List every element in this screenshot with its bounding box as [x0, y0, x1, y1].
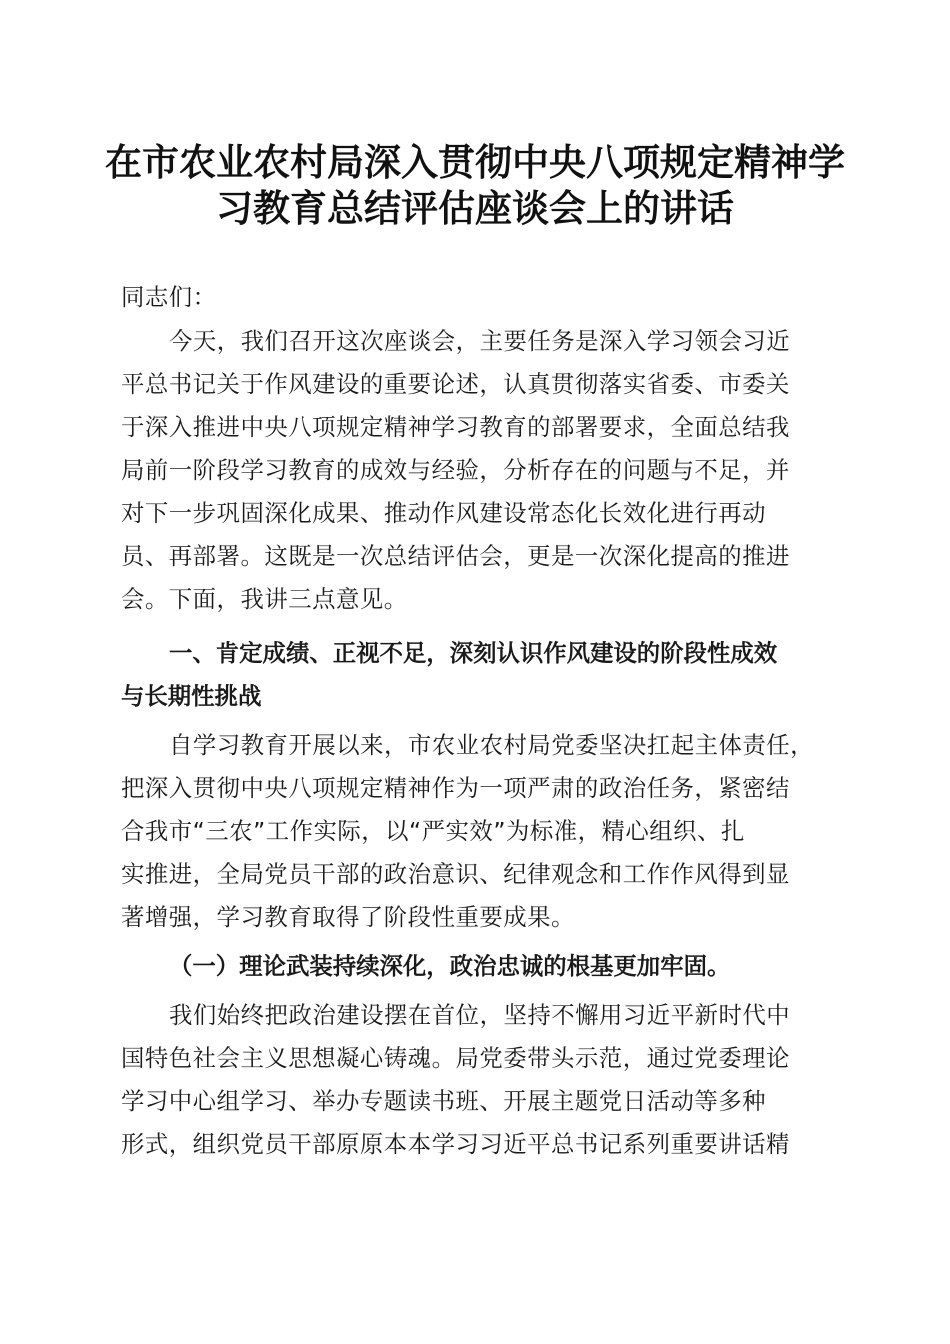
- paragraph-line: 自学习教育开展以来，市农业农村局党委坚决扛起主体责任，: [169, 731, 815, 759]
- paragraph-line: 合我市“三农”工作实际，以“严实效”为标准，精心组织、扎: [121, 817, 745, 845]
- section-heading-line: 一、肯定成绩、正视不足，深刻认识作风建设的阶段性成效: [169, 639, 778, 667]
- paragraph-line: 今天，我们召开这次座谈会，主要任务是深入学习领会习近: [169, 327, 791, 355]
- section-heading-line: 与长期性挑战: [121, 682, 262, 710]
- paragraph-line: 平总书记关于作风建设的重要论述，认真贯彻落实省委、市委关: [121, 370, 790, 398]
- paragraph-line: 形式，组织党员干部原原本本学习习近平总书记系列重要讲话精: [121, 1130, 790, 1158]
- paragraph-line: 著增强，学习教育取得了阶段性重要成果。: [121, 903, 575, 931]
- paragraph-line: 会。下面，我讲三点意见。: [121, 585, 408, 613]
- paragraph-line: 局前一阶段学习教育的成效与经验，分析存在的问题与不足，并: [121, 456, 790, 484]
- paragraph-line: 把深入贯彻中央八项规定精神作为一项严肃的政治任务，紧密结: [121, 774, 790, 802]
- paragraph-line: 员、再部署。这既是一次总结评估会，更是一次深化提高的推进: [121, 542, 790, 570]
- salutation: 同志们：: [121, 283, 217, 311]
- paragraph-line: 于深入推进中央八项规定精神学习教育的部署要求，全面总结我: [121, 413, 790, 441]
- paragraph-line: 实推进，全局党员干部的政治意识、纪律观念和工作作风得到显: [121, 860, 790, 888]
- document-title-line-1: 在市农业农村局深入贯彻中央八项规定精神学: [105, 140, 845, 184]
- paragraph-line: 国特色社会主义思想凝心铸魂。局党委带头示范，通过党委理论: [121, 1044, 790, 1072]
- paragraph-line: 对下一步巩固深化成果、推动作风建设常态化长效化进行再动: [121, 499, 767, 527]
- paragraph-line: 学习中心组学习、举办专题读书班、开展主题党日活动等多种: [121, 1087, 767, 1115]
- paragraph-line: 我们始终把政治建设摆在首位，坚持不懈用习近平新时代中: [169, 1001, 791, 1029]
- subsection-heading: （一）理论武装持续深化，政治忠诚的根基更加牢固。: [169, 952, 731, 980]
- document-title-line-2: 习教育总结评估座谈会上的讲话: [216, 186, 734, 230]
